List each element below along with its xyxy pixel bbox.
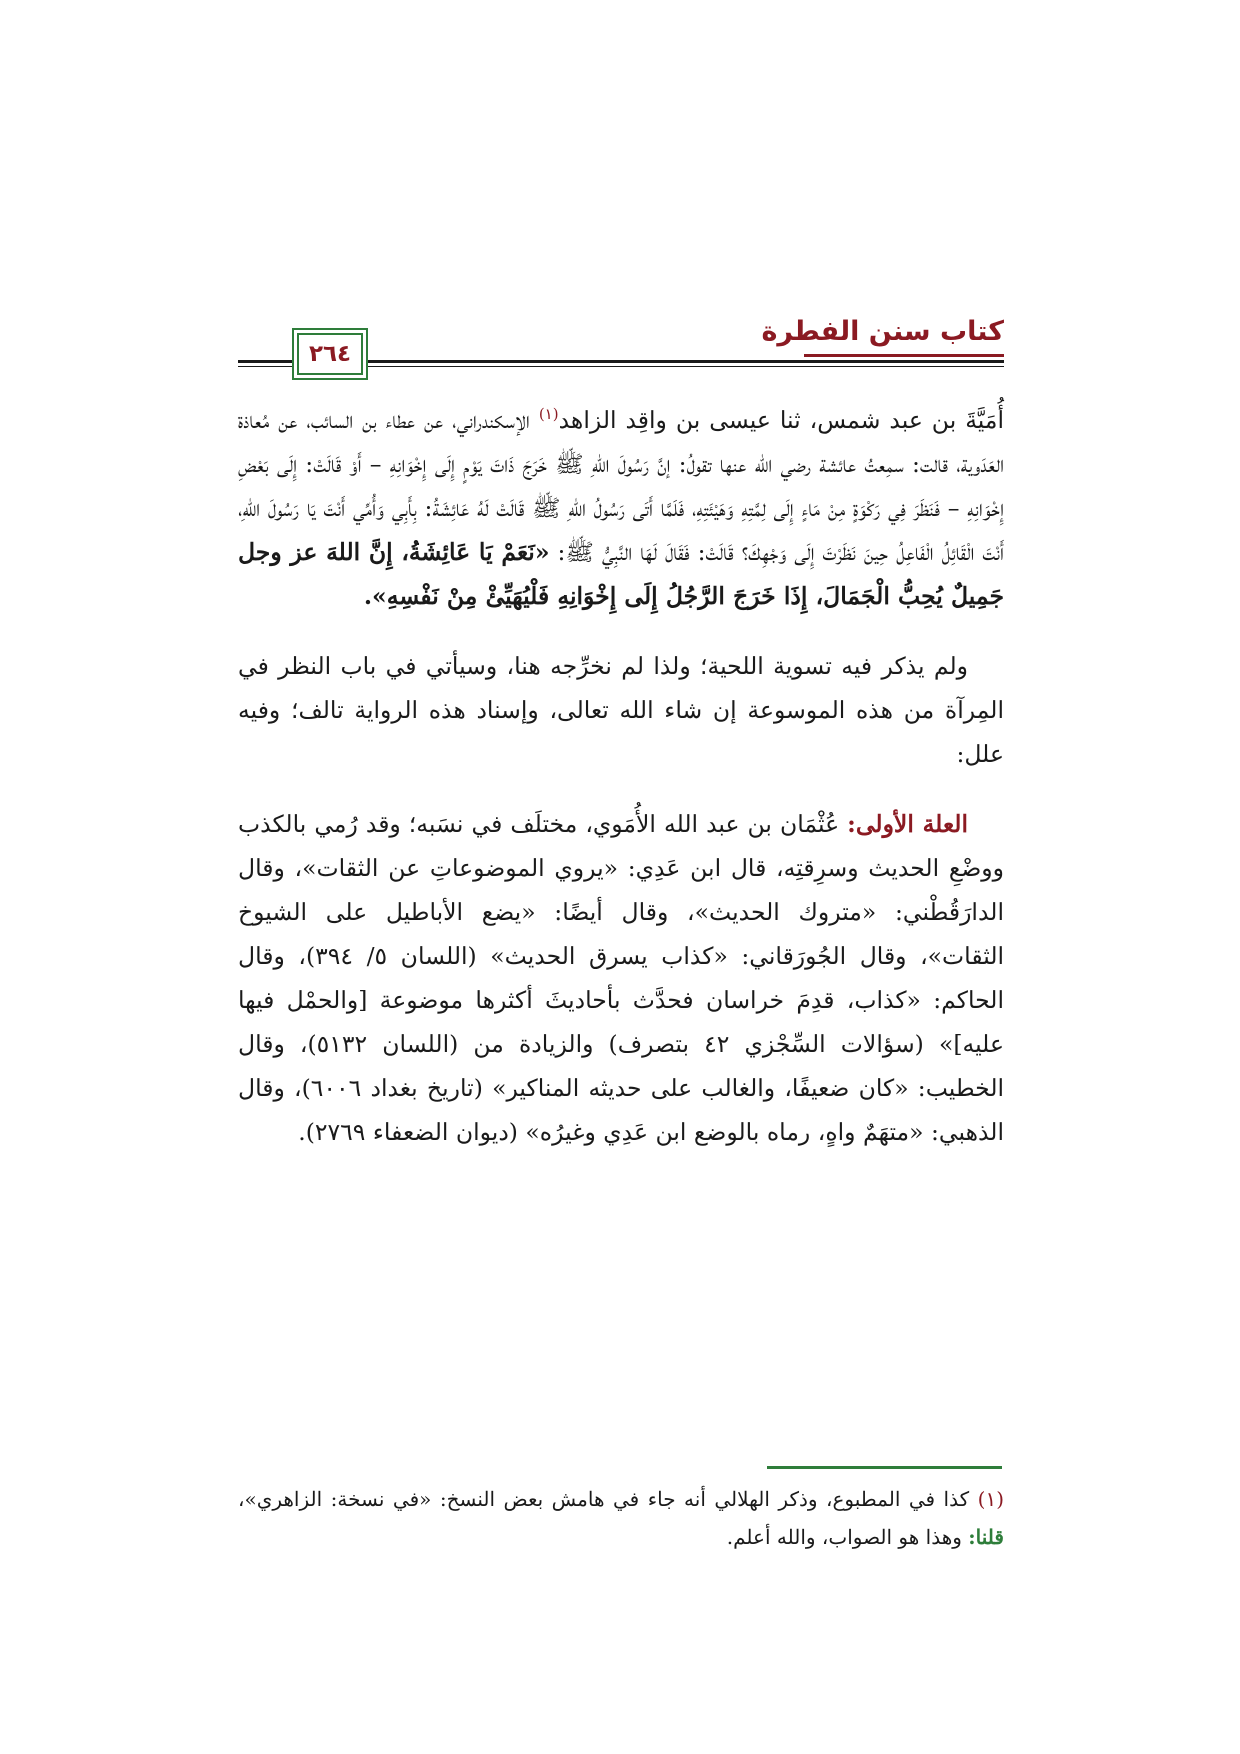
footnote-divider xyxy=(767,1466,1002,1469)
hadith-text: «نَعَمْ يَا عَائِشَةُ، إِنَّ اللهَ عز وجل جَمِيلٌ يُحِبُّ الْجَمَالَ، إِذَا خَرَجَ الرَّجُلُ إِلَى إِخْوَانِهِ فَلْيُهَيِّئْ مِنْ نَفْسِهِ». xyxy=(238,538,1004,610)
paragraph-commentary: ولم يذكر فيه تسوية اللحية؛ ولذا لم نخرِّجه هنا، وسيأتي في باب النظر في المِرآة من هذه الموسوعة إن شاء الله تعالى، وإسناد هذه الرواية تالف؛ وفيه علل: xyxy=(238,652,1004,768)
paragraph-first-illness xyxy=(238,802,1004,1154)
footnote-text-a: كذا في المطبوع، وذكر الهلالي أنه جاء في هامش بعض النسخ: «في نسخة: الزاهري»، xyxy=(238,1487,978,1511)
main-text xyxy=(238,398,1004,1180)
page-header xyxy=(238,316,1004,376)
first-illness-label: العلة الأولى: xyxy=(847,810,968,838)
paragraph-hadith xyxy=(238,398,1004,618)
hadith-chain-start: أُمَيَّةَ بن عبد شمس، ثنا عيسى بن واقِد الزاهد xyxy=(558,406,1005,434)
book-title: كتاب سنن الفطرة xyxy=(761,316,1004,347)
hadith-chain-rest: الإسكندراني، عن عطاء بن السائب، عن مُعاذة العَدَوية، قالت: سمِعتُ عائشة رضي الله عنها تقولُ: إنَّ رَسُولَ اللهِ ﷺ خَرَجَ ذَاتَ يَوْمٍ إِلَى إِخْوَانِهِ – أَوْ قَالَتْ: إِلَى بَعْضِ إِخْوَانِهِ – فَنَظَرَ فِي رَكْوَةٍ مِنْ مَاءٍ إِلَى لِمَّتِهِ وَهَيْئَتِهِ، فَلَمَّا أَتَى رَسُولُ اللهِ ﷺ قَالَتْ لَهُ عَائِشَةُ: بِأَبِي وَأُمِّي أَنْتَ يَا رَسُولَ اللهِ، أَنْتَ الْقَائِلُ الْفَاعِلُ حِينَ نَظَرْتَ إِلَى وَجْهِكَ؟ قَالَتْ: فَقَالَ لَهَا النَّبِيُّ ﷺ: xyxy=(238,406,1004,566)
footnote-bold: قلنا: xyxy=(968,1525,1004,1549)
footnotes xyxy=(238,1480,1004,1556)
footnote-number: (١) xyxy=(977,1487,1004,1511)
footnote-text-b: وهذا هو الصواب، والله أعلم. xyxy=(726,1525,969,1549)
first-illness-text: عُثْمَان بن عبد الله الأُمَوي، مختلَف في نسَبه؛ وقد رُمي بالكذب ووضْعِ الحديث وسرِقتِه، قال ابن عَدِي: «يروي الموضوعاتِ عن الثقات»، وقال الدارَقُطْني: «متروك الحديث»، وقال أيضًا: «يضع الأباطيل على الشيوخ الثقات»، وقال الجُورَقاني: «كذاب يسرق الحديث» (اللسان ٥/ ٣٩٤)، وقال الحاكم: «كذاب، قدِمَ خراسان فحدَّث بأحاديثَ أكثرها موضوعة [والحمْل فيها عليه]» (سؤالات السِّجْزي ٤٢ بتصرف) والزيادة من (اللسان ٥١٣٢)، وقال الخطيب: «كان ضعيفًا، والغالب على حديثه المناكير» (تاريخ بغداد ٦٠٠٦)، وقال الذهبي: «متهَمٌ واهٍ، رماه بالوضع ابن عَدِي وغيرُه» (ديوان الضعفاء ٢٧٦٩). xyxy=(238,810,1005,1146)
title-underline xyxy=(804,354,1004,357)
page-number: ٢٦٤ xyxy=(308,341,352,367)
footnote-reference[interactable]: (١) xyxy=(538,405,559,424)
page-number-badge xyxy=(292,328,368,380)
